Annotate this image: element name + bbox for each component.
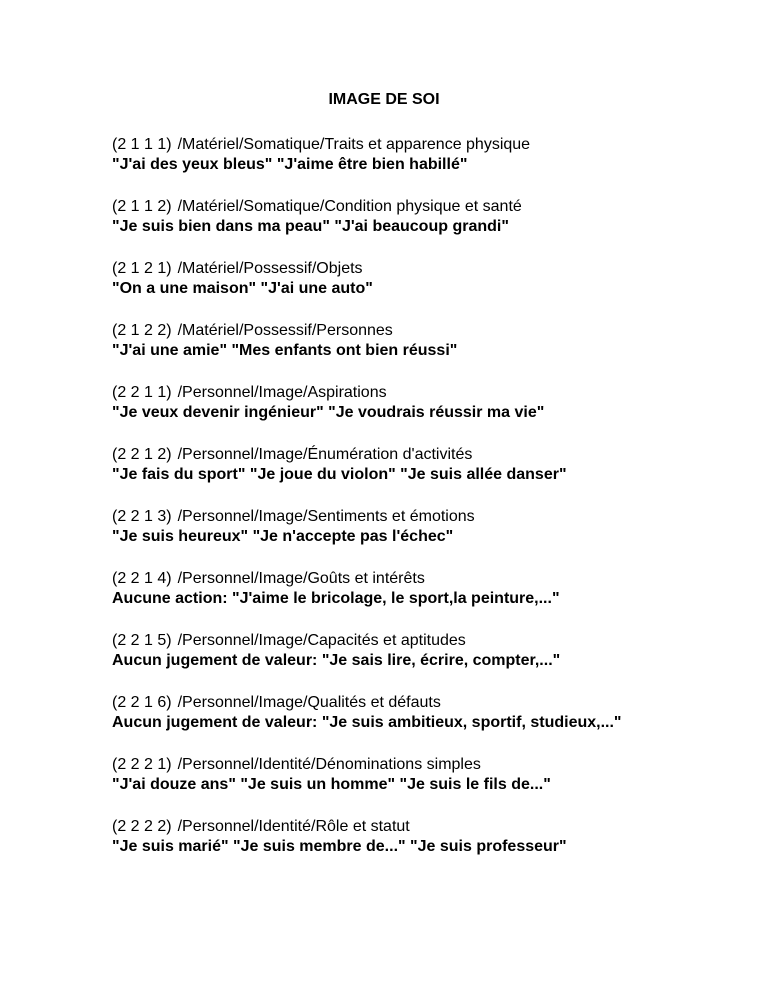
category-entry [112,631,732,693]
category-examples: "J'ai une amie" "Mes enfants ont bien réussi" [112,342,458,359]
category-heading [112,445,732,465]
category-code: (2 1 2 1) [112,260,172,277]
category-heading [112,569,732,589]
page-title: IMAGE DE SOI [328,91,440,108]
category-entry [112,383,732,445]
category-code: (2 2 2 2) [112,818,172,835]
category-entry [112,259,732,321]
category-entry [112,445,732,507]
category-code: (2 1 2 2) [112,322,172,339]
category-path: /Personnel/Image/Sentiments et émotions [177,508,475,525]
category-path: /Personnel/Image/Goûts et intérêts [177,570,425,587]
category-heading [112,693,732,713]
category-heading [112,197,732,217]
category-path: /Personnel/Image/Aspirations [177,384,387,401]
category-code: (2 2 1 3) [112,508,172,525]
category-examples: "J'ai des yeux bleus" "J'aime être bien habillé" [112,156,468,173]
category-path: /Personnel/Image/Énumération d'activités [177,446,473,463]
category-heading [112,135,732,155]
category-code: (2 2 1 2) [112,446,172,463]
category-examples: "On a une maison" "J'ai une auto" [112,280,373,297]
category-heading [112,631,732,651]
category-list [112,135,732,879]
category-entry [112,321,732,383]
category-path: /Personnel/Image/Capacités et aptitudes [177,632,466,649]
category-code: (2 1 1 2) [112,198,172,215]
category-code: (2 2 1 6) [112,694,172,711]
category-code: (2 2 1 1) [112,384,172,401]
category-examples: "Je suis marié" "Je suis membre de..." "Je suis professeur" [112,838,567,855]
category-examples: "J'ai douze ans" "Je suis un homme" "Je suis le fils de..." [112,776,551,793]
category-entry [112,197,732,259]
category-code: (2 2 2 1) [112,756,172,773]
category-examples: "Je suis bien dans ma peau" "J'ai beaucoup grandi" [112,218,509,235]
category-heading [112,259,732,279]
category-path: /Matériel/Possessif/Objets [177,260,363,277]
category-heading [112,383,732,403]
category-code: (2 2 1 4) [112,570,172,587]
category-examples: Aucune action: "J'aime le bricolage, le sport,la peinture,..." [112,590,560,607]
category-heading [112,817,732,837]
category-path: /Personnel/Identité/Rôle et statut [177,818,410,835]
category-examples: "Je veux devenir ingénieur" "Je voudrais réussir ma vie" [112,404,545,421]
category-examples: Aucun jugement de valeur: "Je suis ambitieux, sportif, studieux,..." [112,714,622,731]
category-path: /Matériel/Possessif/Personnes [177,322,393,339]
category-entry [112,507,732,569]
category-path: /Personnel/Image/Qualités et défauts [177,694,441,711]
category-code: (2 2 1 5) [112,632,172,649]
category-heading [112,755,732,775]
category-entry [112,755,732,817]
category-examples: Aucun jugement de valeur: "Je sais lire, écrire, compter,..." [112,652,561,669]
category-examples: "Je suis heureux" "Je n'accepte pas l'échec" [112,528,454,545]
category-path: /Matériel/Somatique/Traits et apparence physique [177,136,531,153]
category-heading [112,507,732,527]
category-entry [112,817,732,879]
category-path: /Matériel/Somatique/Condition physique et santé [177,198,522,215]
category-examples: "Je fais du sport" "Je joue du violon" "Je suis allée danser" [112,466,567,483]
category-path: /Personnel/Identité/Dénominations simples [177,756,481,773]
category-entry [112,569,732,631]
category-entry [112,135,732,197]
category-code: (2 1 1 1) [112,136,172,153]
category-entry [112,693,732,755]
category-heading [112,321,732,341]
